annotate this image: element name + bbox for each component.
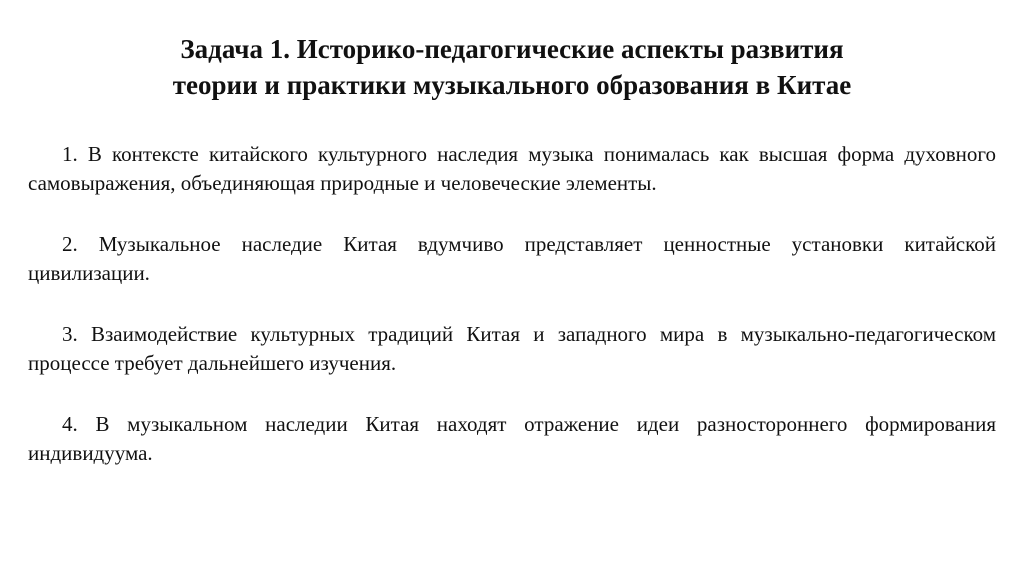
title-line-2: теории и практики музыкального образования в Китае bbox=[172, 70, 852, 100]
title-line-1: Задача 1. Историко-педагогические аспекты развития bbox=[180, 34, 844, 64]
paragraph-1: 1. В контексте китайского культурного наследия музыка понималась как высшая форма духовного самовыражения, объединяющая природные и человеческие элементы. bbox=[28, 142, 996, 195]
paragraph-3: 3. Взаимодействие культурных традиций Китая и западного мира в музыкально-педагогическом процессе требует дальнейшего изучения. bbox=[28, 322, 996, 375]
paragraph-2: 2. Музыкальное наследие Китая вдумчиво представляет ценностные установки китайской цивилизации. bbox=[28, 232, 996, 285]
slide-title bbox=[40, 31, 984, 103]
paragraph-4: 4. В музыкальном наследии Китая находят отражение идеи разностороннего формирования индивидуума. bbox=[28, 412, 996, 465]
slide-body bbox=[28, 140, 996, 500]
